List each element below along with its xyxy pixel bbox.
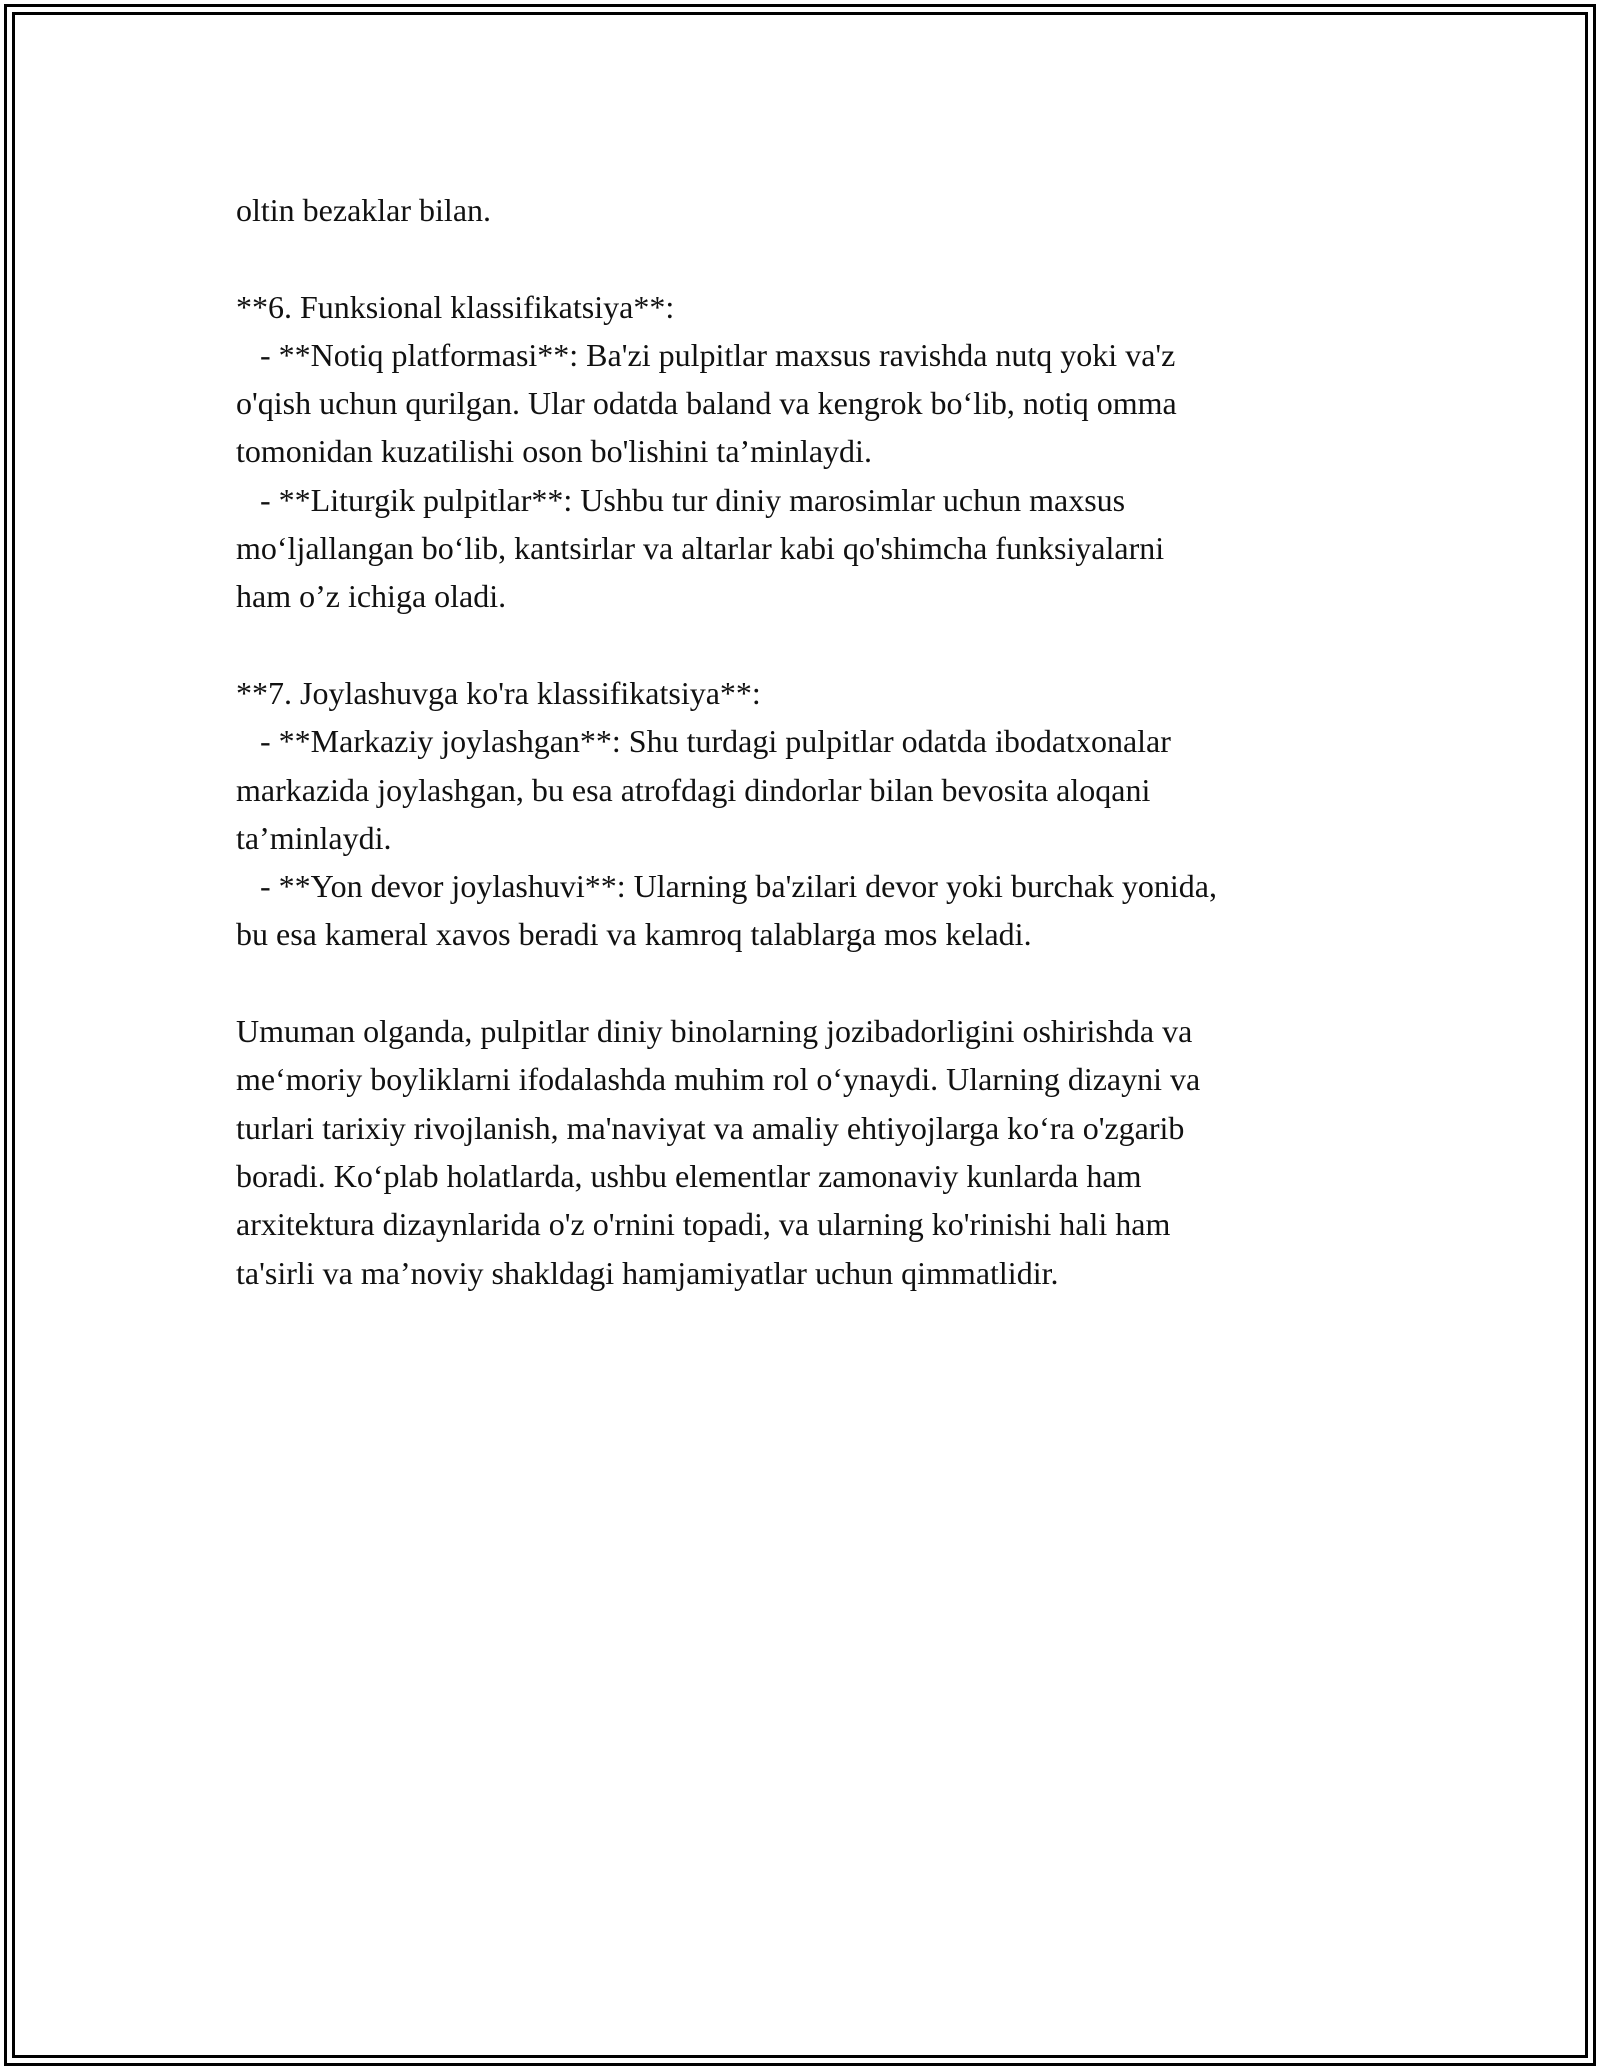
blank-line — [236, 234, 1396, 282]
paragraph-line: Umuman olganda, pulpitlar diniy binolarning jozibadorligini oshirishda va — [236, 1013, 1193, 1050]
list-item-line: - **Notiq platformasi**: Ba'zi pulpitlar maxsus ravishda nutq yoki va'z — [236, 336, 1176, 373]
text-line: mo‘ljallangan bo‘lib, kantsirlar va altarlar kabi qo'shimcha funksiyalarni — [236, 530, 1165, 567]
paragraph-line: ta'sirli va ma’noviy shakldagi hamjamiyatlar uchun qimmatlidir. — [236, 1254, 1059, 1291]
paragraph-line: boradi. Ko‘plab holatlarda, ushbu elementlar zamonaviy kunlarda ham — [236, 1157, 1142, 1194]
paragraph-line: arxitektura dizaynlarida o'z o'rnini topadi, va ularning ko'rinishi hali ham — [236, 1206, 1171, 1243]
list-item-line: - **Yon devor joylashuvi**: Ularning ba'zilari devor yoki burchak yonida, — [236, 868, 1217, 905]
list-item-line: - **Markaziy joylashgan**: Shu turdagi pulpitlar odatda ibodatxonalar — [236, 723, 1171, 760]
text-line: ta’minlaydi. — [236, 819, 392, 856]
text-line: markazida joylashgan, bu esa atrofdagi dindorlar bilan bevosita aloqani — [236, 771, 1151, 808]
document-body — [236, 186, 1396, 1297]
section-heading: **6. Funksional klassifikatsiya**: — [236, 288, 675, 325]
text-line: oltin bezaklar bilan. — [236, 192, 492, 228]
text-line: tomonidan kuzatilishi oson bo'lishini ta’minlaydi. — [236, 433, 872, 470]
text-line: ham o’z ichiga oladi. — [236, 578, 507, 615]
text-line: o'qish uchun qurilgan. Ular odatda baland va kengrok bo‘lib, notiq omma — [236, 385, 1177, 422]
blank-line — [236, 621, 1396, 669]
text-line: bu esa kameral xavos beradi va kamroq talablarga mos keladi. — [236, 916, 1032, 953]
list-item-line: - **Liturgik pulpitlar**: Ushbu tur diniy marosimlar uchun maxsus — [236, 481, 1126, 518]
paragraph-line: me‘moriy boyliklarni ifodalashda muhim rol o‘ynaydi. Ularning dizayni va — [236, 1061, 1201, 1098]
blank-line — [236, 959, 1396, 1007]
paragraph-line: turlari tarixiy rivojlanish, ma'naviyat va amaliy ehtiyojlarga ko‘ra o'zgarib — [236, 1109, 1185, 1146]
section-heading: **7. Joylashuvga ko'ra klassifikatsiya**: — [236, 674, 761, 711]
